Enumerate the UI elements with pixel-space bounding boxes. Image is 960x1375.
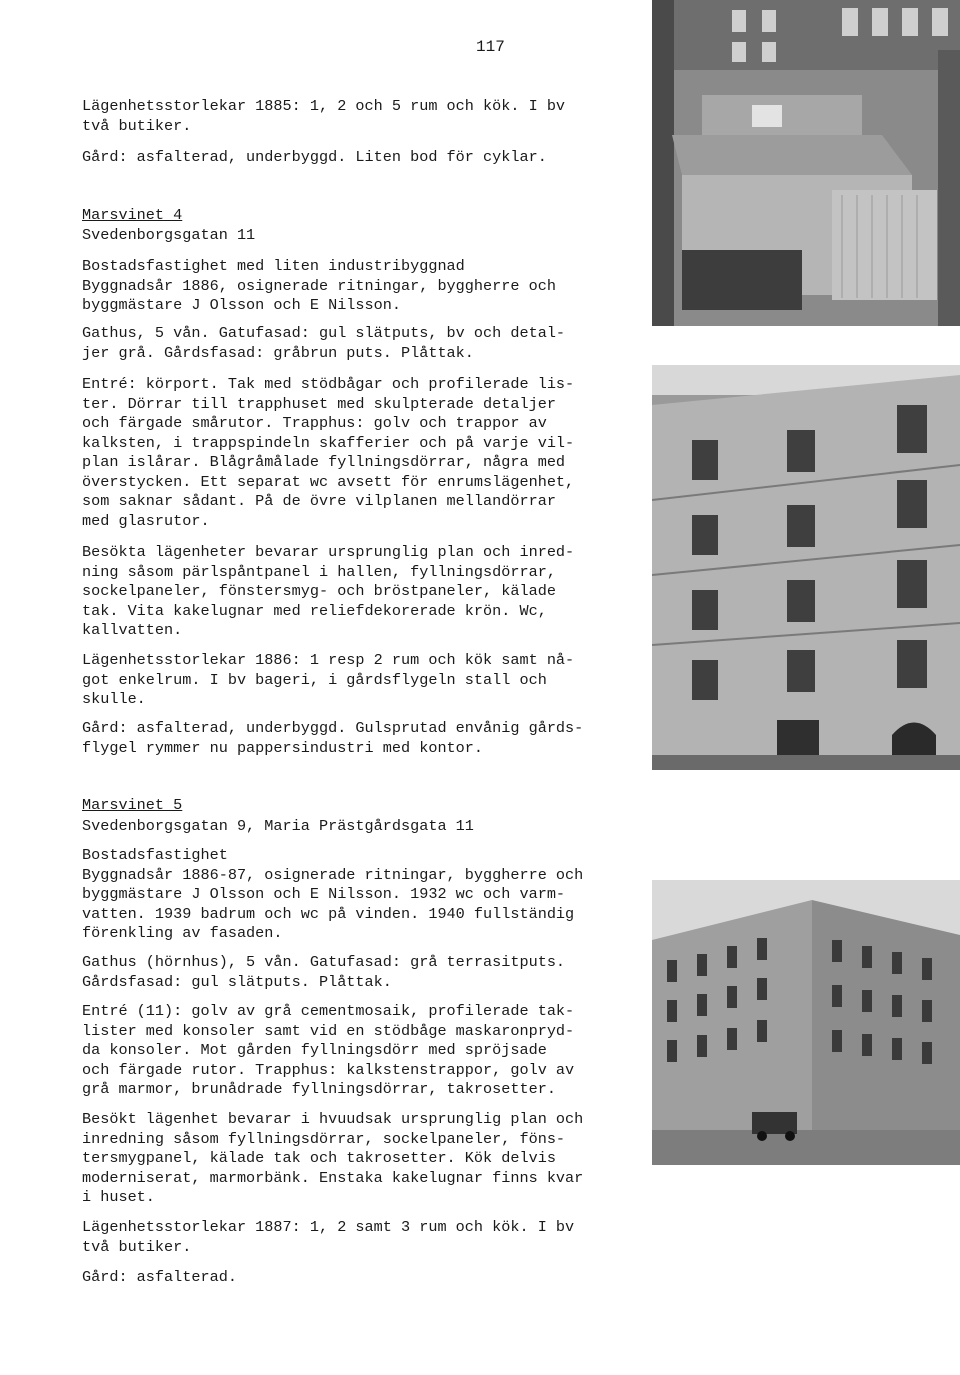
- marsvinet-4-visited: Besökta lägenheter bevarar ursprunglig plan och inred- ning såsom pärlspåntpanel i hallen, fyllningsdörrar, sockelpaneler, fönstersmyg- och bröstpaneler, kälade tak. Vita kakelugnar med reliefdekorerade krön. Wc, kallvatten.: [82, 543, 575, 639]
- marsvinet-5-facade: Gathus (hörnhus), 5 vån. Gatufasad: grå terrasitputs. Gårdsfasad: gul slätputs. Plåttak.: [82, 953, 566, 991]
- marsvinet-5-info: Bostadsfastighet Byggnadsår 1886-87, osignerade ritningar, byggherre och byggmästare J Olsson och E Nilsson. 1932 wc och varm- vatten. 1939 badrum och wc på vinden. 1940 fullständig förenkling av fasaden.: [82, 846, 584, 942]
- marsvinet-5-yard: Gård: asfalterad.: [82, 1268, 237, 1286]
- marsvinet-5-address: Svedenborgsgatan 9, Maria Prästgårdsgata 11: [82, 817, 474, 835]
- marsvinet-4-title: Marsvinet 4: [82, 206, 183, 224]
- marsvinet-4-address: Svedenborgsgatan 11: [82, 226, 256, 244]
- page-number: 117: [476, 38, 505, 56]
- marsvinet-5-visited: Besökt lägenhet bevarar i hvuudsak ursprunglig plan och inredning såsom fyllningsdörrar, sockelpaneler, föns- tersmygpanel, kälade tak och takrosetter. Kök delvis moderniserat, marmorbänk. Enstaka kakelugnar finns kvar i huset.: [82, 1110, 584, 1206]
- marsvinet-4-facade: Gathus, 5 vån. Gatufasad: gul slätputs, bv och detal- jer grå. Gårdsfasad: gråbrun puts. Plåttak.: [82, 324, 566, 362]
- courtyard-photo: [652, 0, 960, 326]
- marsvinet-4-sizes: Lägenhetsstorlekar 1886: 1 resp 2 rum och kök samt nå- got enkelrum. I bv bageri, i gårdsflygeln stall och skulle.: [82, 651, 575, 708]
- intro-yard: Gård: asfalterad, underbyggd. Liten bod för cyklar.: [82, 148, 547, 166]
- marsvinet-5-sizes: Lägenhetsstorlekar 1887: 1, 2 samt 3 rum och kök. I bv två butiker.: [82, 1218, 575, 1256]
- marsvinet-5-entrance: Entré (11): golv av grå cementmosaik, profilerade tak- lister med konsoler samt vid en stödbåge maskaronpryd- da konsoler. Mot gården fyllningsdörr med spröjsade och färgade rutor. Trapphus: kalkstenstrappor, golv av grå marmor, brunådrade fyllningsdörrar, takrosetter.: [82, 1002, 575, 1098]
- intro-apartment-sizes: Lägenhetsstorlekar 1885: 1, 2 och 5 rum och kök. I bv två butiker.: [82, 97, 566, 135]
- facade-photo-marsvinet-4: [652, 365, 960, 770]
- marsvinet-5-title: Marsvinet 5: [82, 796, 183, 814]
- marsvinet-4-info: Bostadsfastighet med liten industribyggnad Byggnadsår 1886, osignerade ritningar, byggherre och byggmästare J Olsson och E Nilsson.: [82, 257, 556, 314]
- corner-building-photo-marsvinet-5: [652, 880, 960, 1165]
- marsvinet-4-entrance: Entré: körport. Tak med stödbågar och profilerade lis- ter. Dörrar till trapphuset med skulpterade detaljer och färgade smårutor. Trapphus: golv och trappor av kalksten, i trappspindeln skafferier och på varje vil- plan islårar. Blågråmålade fyllningsdörrar, några med överstycken. Ett separat wc avsett för enrumslägenhet, som saknar sådant. På de övre vilplanen mellandörrar med glasrutor.: [82, 375, 575, 530]
- marsvinet-4-yard: Gård: asfalterad, underbyggd. Gulsprutad envånig gårds- flygel rymmer nu pappersindustri med kontor.: [82, 719, 584, 757]
